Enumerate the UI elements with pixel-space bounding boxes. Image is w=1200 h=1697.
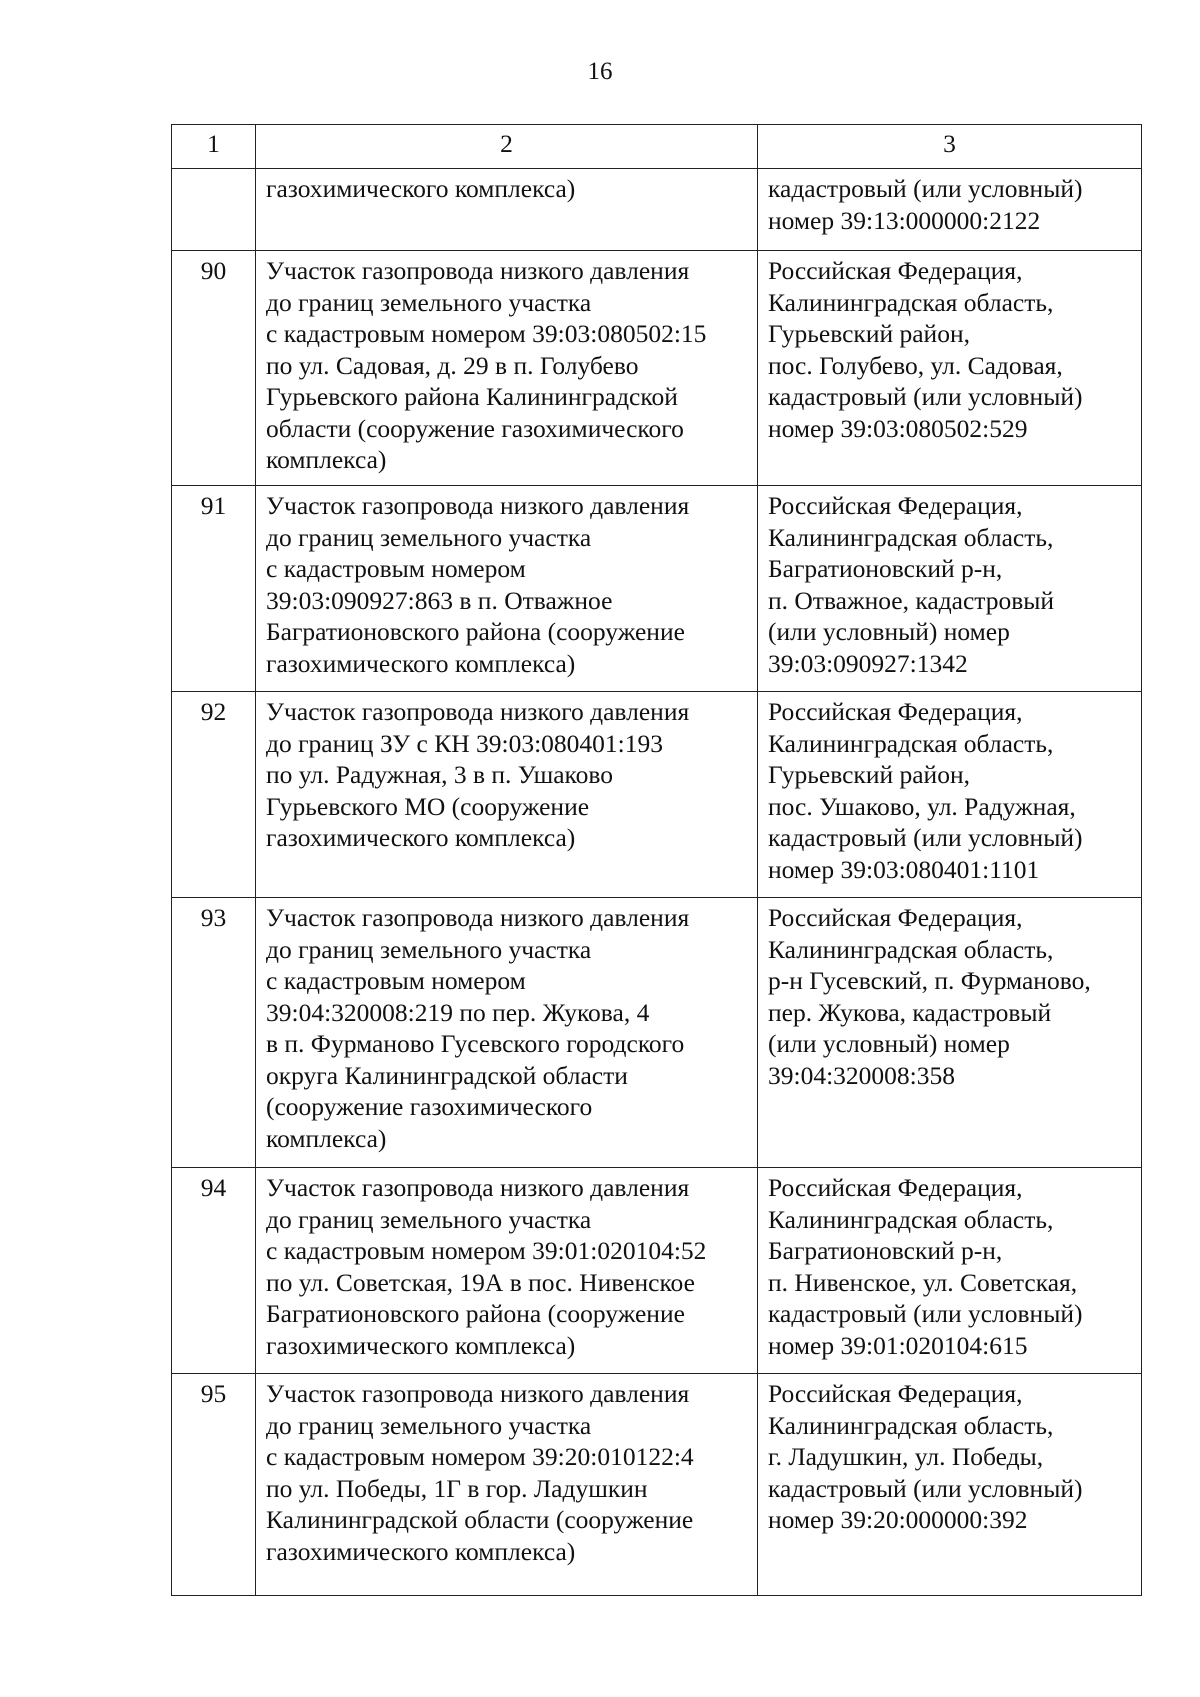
table-row <box>172 1374 1142 1596</box>
table-row <box>172 898 1142 1168</box>
table-row <box>172 251 1142 486</box>
row-number: 90 <box>172 251 256 486</box>
table-row <box>172 692 1142 898</box>
object-description: Участок газопровода низкого давления до границ земельного участка с кадастровым номером 39:03:080502:15 по ул. Садовая, д. 29 в п. Голубево Гурьевского района Калининградской области (сооружение газохимического комплекса) <box>256 251 758 486</box>
table-row <box>172 1168 1142 1374</box>
object-description: Участок газопровода низкого давления до границ земельного участка с кадастровым номером 39:20:010122:4 по ул. Победы, 1Г в гор. Ладушкин Калининградской области (сооружение газохимического комплекса) <box>256 1374 758 1596</box>
table-row <box>172 486 1142 692</box>
object-location: Российская Федерация, Калининградская область, Багратионовский р-н, п. Отважное, кадастровый (или условный) номер 39:03:090927:1342 <box>758 486 1142 692</box>
column-header-1: 1 <box>172 125 256 169</box>
object-description: газохимического комплекса) <box>256 169 758 251</box>
object-location: Российская Федерация, Калининградская область, Гурьевский район, пос. Голубево, ул. Садовая, кадастровый (или условный) номер 39:03:080502:529 <box>758 251 1142 486</box>
table-row <box>172 169 1142 251</box>
object-description: Участок газопровода низкого давления до границ ЗУ с КН 39:03:080401:193 по ул. Радужная, 3 в п. Ушаково Гурьевского МО (сооружение газохимического комплекса) <box>256 692 758 898</box>
column-header-3: 3 <box>758 125 1142 169</box>
object-location: Российская Федерация, Калининградская область, Багратионовский р-н, п. Нивенское, ул. Советская, кадастровый (или условный) номер 39:01:020104:615 <box>758 1168 1142 1374</box>
row-number: 93 <box>172 898 256 1168</box>
column-header-2: 2 <box>256 125 758 169</box>
object-location: Российская Федерация, Калининградская область, Гурьевский район, пос. Ушаково, ул. Радужная, кадастровый (или условный) номер 39:03:080401:1101 <box>758 692 1142 898</box>
row-number: 95 <box>172 1374 256 1596</box>
object-location: Российская Федерация, Калининградская область, г. Ладушкин, ул. Победы, кадастровый (или условный) номер 39:20:000000:392 <box>758 1374 1142 1596</box>
object-location: кадастровый (или условный) номер 39:13:000000:2122 <box>758 169 1142 251</box>
property-table <box>171 124 1142 1596</box>
table-header-row <box>172 125 1142 169</box>
row-number: 94 <box>172 1168 256 1374</box>
object-description: Участок газопровода низкого давления до границ земельного участка с кадастровым номером 39:03:090927:863 в п. Отважное Багратионовского района (сооружение газохимического комплекса) <box>256 486 758 692</box>
row-number: 91 <box>172 486 256 692</box>
object-location: Российская Федерация, Калининградская область, р-н Гусевский, п. Фурманово, пер. Жукова, кадастровый (или условный) номер 39:04:320008:358 <box>758 898 1142 1168</box>
object-description: Участок газопровода низкого давления до границ земельного участка с кадастровым номером 39:01:020104:52 по ул. Советская, 19А в пос. Нивенское Багратионовского района (сооружение газохимического комплекса) <box>256 1168 758 1374</box>
page-number: 16 <box>587 58 613 85</box>
row-number: 92 <box>172 692 256 898</box>
object-description: Участок газопровода низкого давления до границ земельного участка с кадастровым номером 39:04:320008:219 по пер. Жукова, 4 в п. Фурманово Гусевского городского округа Калининградской области (сооружение газохимического комплекса) <box>256 898 758 1168</box>
row-number <box>172 169 256 251</box>
